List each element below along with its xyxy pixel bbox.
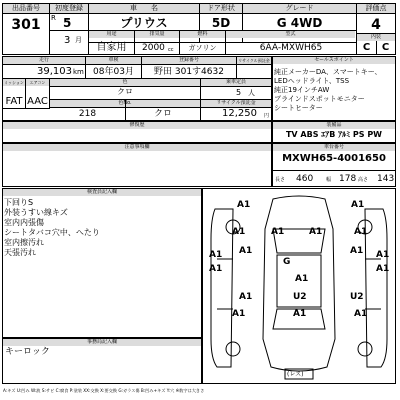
interior-score: C xyxy=(362,42,371,53)
sales-point: ブラインドスポットモニター xyxy=(274,95,365,103)
era: R xyxy=(51,14,56,22)
label-score: 評価点 xyxy=(357,4,395,13)
damage-mark: A1 xyxy=(239,292,253,302)
label-capacity: 乗車定員 xyxy=(201,79,271,86)
front-label: (レス) xyxy=(287,371,304,378)
label-history: 修復歴 xyxy=(3,122,271,129)
overall-score: 4 xyxy=(371,17,381,33)
sales-point: LEDヘッドライト、TSS xyxy=(274,77,350,85)
damage-mark: A1 xyxy=(351,200,365,210)
label-number: 登録番号 xyxy=(142,57,236,64)
color-no-value: 218 xyxy=(78,109,97,119)
ac-value: AAC xyxy=(27,96,48,107)
use-value: 自家用 xyxy=(96,42,127,53)
capacity-value: 5 xyxy=(236,88,242,97)
label-grade: グレード xyxy=(243,4,356,13)
recycle-unit: 円 xyxy=(264,113,270,119)
inspector-note: 外装うすい線キズ xyxy=(4,208,68,217)
damage-mark: A1 xyxy=(354,309,368,319)
chassis-number: MXWH65-4001650 xyxy=(282,153,386,164)
label-exhibitor-notes: 事務局記入欄 xyxy=(3,339,201,346)
reg-year: 5 xyxy=(63,16,72,30)
damage-mark: U2 xyxy=(293,292,307,302)
damage-mark: A1 xyxy=(309,227,323,237)
label-displacement: 排気量 xyxy=(135,31,179,38)
label-inspector-notes: 検査員記入欄 xyxy=(3,189,201,196)
inspector-note: 室内内張傷 xyxy=(4,218,44,227)
lot-number: 301 xyxy=(11,17,41,33)
length-label: 長さ xyxy=(275,177,286,183)
damage-mark: A1 xyxy=(376,264,390,274)
label-lot: 出品番号 xyxy=(3,4,49,13)
label-mission: ミッション xyxy=(4,80,24,85)
car-name: プリウス xyxy=(120,16,168,30)
height-label: 高さ xyxy=(358,177,369,183)
damage-mark: A1 xyxy=(232,227,246,237)
displacement-value: 2000 xyxy=(142,43,165,53)
damage-mark: A1 xyxy=(376,250,390,260)
length-value: 460 xyxy=(296,174,314,184)
damage-mark: G xyxy=(283,257,291,267)
equipment-value: TV ABS ｴｱB ｱﾙﾐ PS PW xyxy=(285,130,383,139)
interior-color-value: クロ xyxy=(153,109,172,119)
label-chassis: 車台番号 xyxy=(273,144,395,151)
displacement-unit: cc xyxy=(168,47,174,53)
damage-mark: A1 xyxy=(239,246,253,256)
label-ac: エアコン xyxy=(26,79,49,86)
doors-value: 5D xyxy=(211,16,231,30)
inspector-note: 下回りS xyxy=(4,198,34,207)
width-value: 178 xyxy=(339,174,357,184)
label-mileage: 走行 xyxy=(3,57,85,64)
damage-mark: A1 xyxy=(237,200,251,210)
label-recycle-2: リサイクル預託金 xyxy=(201,100,271,107)
mileage-value: 39,103 xyxy=(37,66,72,77)
label-use: 用途 xyxy=(89,31,134,38)
label-first-reg: 初度登録 xyxy=(50,4,88,13)
mileage-unit: km xyxy=(73,68,84,76)
label-shaken: 車検 xyxy=(86,57,141,64)
width-label: 幅 xyxy=(326,177,332,183)
exhibitor-notes-value: キーロック xyxy=(5,347,50,357)
exterior-score: C xyxy=(381,42,390,53)
label-doors: ドア形状 xyxy=(200,4,242,13)
transmission-value: FAT xyxy=(5,96,23,107)
height-value: 143 xyxy=(377,174,395,184)
label-car-name: 車 名 xyxy=(89,4,199,13)
label-fuel: 燃料 xyxy=(180,31,225,38)
label-color-no: 色No. xyxy=(50,100,200,107)
label-color: 色 xyxy=(50,79,200,86)
damage-mark: A1 xyxy=(350,246,364,256)
damage-mark: A1 xyxy=(293,309,307,319)
inspector-note: シートタバコ穴中、へたり xyxy=(4,228,100,237)
car-diagram-outline xyxy=(203,189,395,383)
label-recycle: リサイクル預託金 xyxy=(238,58,270,63)
damage-mark: A1 xyxy=(209,250,223,260)
model-type-value: 6AA-MXWH65 xyxy=(259,43,323,53)
grade-value: G 4WD xyxy=(276,16,323,30)
reg-month: 3 xyxy=(64,35,71,46)
inspector-note: 天張汚れ xyxy=(4,248,36,257)
fuel-value: ガソリン xyxy=(188,44,217,52)
damage-mark: A1 xyxy=(354,227,368,237)
label-notices: 注意事項欄 xyxy=(3,144,271,151)
sales-point: 純正19インチAW xyxy=(274,86,330,94)
recycle-value: 12,250 xyxy=(222,108,257,119)
sales-point: シートヒーター xyxy=(274,104,323,112)
plate-value: 野田 301す4632 xyxy=(154,67,224,77)
capacity-unit: 人 xyxy=(248,89,255,97)
label-equipment: 装備品 xyxy=(273,122,395,129)
damage-mark: A1 xyxy=(209,264,223,274)
reg-month-unit: 月 xyxy=(75,36,82,44)
damage-mark: U2 xyxy=(350,292,364,302)
inspector-note: 室内擦汚れ xyxy=(4,238,44,247)
label-interior: 内装 xyxy=(357,34,395,41)
damage-mark: A1 xyxy=(271,227,285,237)
sales-point: 純正メーカーDA、スマートキー、 xyxy=(274,68,382,76)
sales-points-list xyxy=(274,68,395,113)
color-value: クロ xyxy=(117,87,133,96)
damage-mark: A1 xyxy=(232,309,246,319)
inspector-notes-list xyxy=(4,198,100,258)
shaken-value: 08年03月 xyxy=(93,67,134,77)
label-sales-points: セールスポイント xyxy=(273,57,395,64)
label-model-type: 型式 xyxy=(226,31,355,38)
legend: A:キズ U:凹み W:波 S:サビ C:腐食 P:塗装 XX:交換 X:要交換 G:ガラス傷 B:凹み+キズ Y:穴 ※数字は大きさ xyxy=(3,388,205,393)
damage-mark: A1 xyxy=(295,274,309,284)
